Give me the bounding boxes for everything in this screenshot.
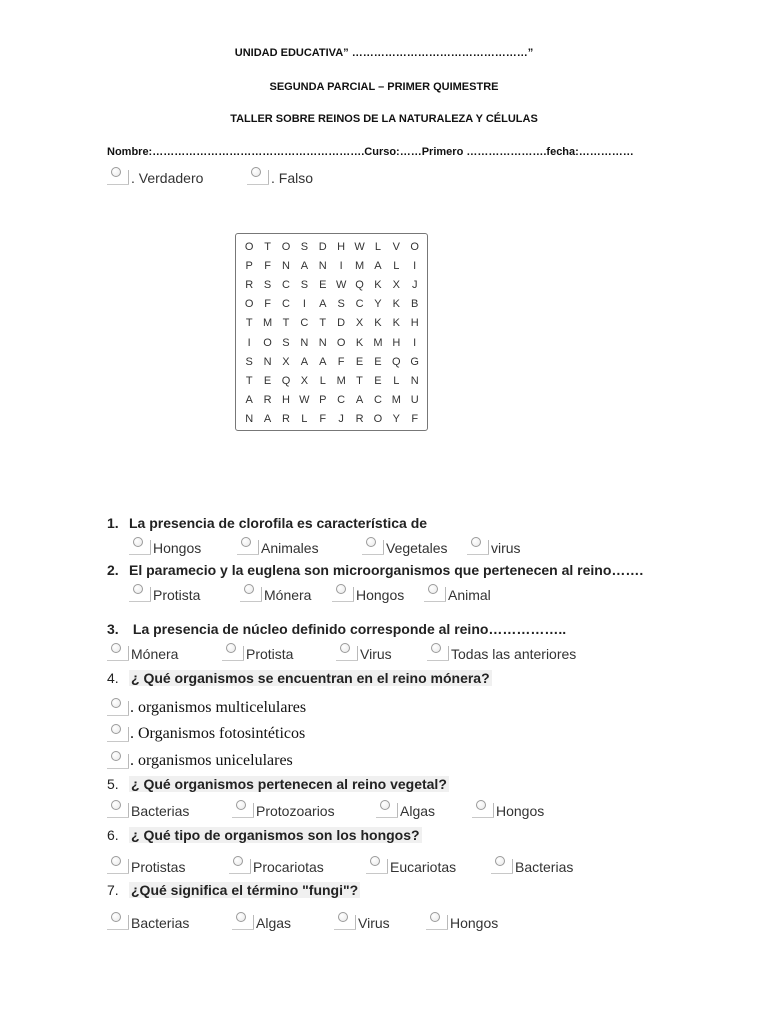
word-search-letter: I — [339, 259, 343, 272]
option-verdadero[interactable] — [107, 165, 203, 185]
word-search-letter: D — [337, 317, 346, 330]
word-search-row — [240, 295, 424, 314]
word-search-letter: C — [282, 278, 290, 291]
word-search-letter: S — [300, 240, 309, 253]
option-label: Bacterias — [131, 915, 190, 931]
word-search-letter: S — [245, 355, 253, 368]
word-search-letter: U — [410, 394, 419, 407]
word-search-letter: A — [355, 394, 364, 407]
question-7 — [107, 882, 360, 898]
word-search-letter: T — [245, 374, 253, 387]
word-search-letter: N — [245, 413, 254, 426]
radio-button[interactable] — [129, 582, 151, 602]
option-label: Animales — [261, 540, 319, 556]
word-search-row — [240, 275, 424, 294]
word-search-grid — [235, 233, 428, 431]
word-search-letter: I — [247, 336, 251, 349]
option-label: Protozoarios — [256, 803, 335, 819]
word-search-letter: I — [413, 259, 417, 272]
word-search-letter: C — [337, 394, 346, 407]
radio-button[interactable] — [107, 722, 129, 742]
word-search-row — [240, 371, 424, 390]
word-search-letter: O — [263, 336, 272, 349]
word-search-letter: O — [410, 240, 419, 253]
option-label: Protista — [246, 646, 294, 662]
word-search-letter: R — [355, 413, 364, 426]
word-search-letter: Q — [355, 278, 364, 291]
q6-option-2[interactable] — [229, 854, 324, 874]
word-search-letter: B — [411, 298, 419, 311]
question-3 — [107, 621, 566, 637]
radio-button[interactable] — [427, 641, 449, 661]
word-search-letter: I — [302, 298, 306, 311]
word-search-letter: N — [300, 336, 309, 349]
radio-button[interactable] — [232, 910, 254, 930]
radio-button[interactable] — [336, 641, 358, 661]
word-search-letter: E — [374, 355, 382, 368]
word-search-letter: W — [335, 278, 347, 291]
question-6 — [107, 827, 422, 843]
word-search-letter: M — [373, 336, 383, 349]
question-text: ¿ Qué organismos se encuentran en el reino mónera? — [131, 670, 490, 686]
word-search-letter: Q — [392, 355, 401, 368]
word-search-letter: I — [413, 336, 417, 349]
word-search-letter: K — [392, 317, 400, 330]
q3-option-4[interactable] — [427, 641, 576, 661]
word-search-letter: Y — [392, 413, 400, 426]
option-falso[interactable] — [247, 165, 313, 185]
word-search-row — [240, 410, 424, 429]
radio-button[interactable] — [222, 641, 244, 661]
word-search-letter: H — [282, 394, 290, 407]
word-search-letter: L — [319, 374, 326, 387]
word-search-letter: T — [282, 317, 290, 330]
word-search-letter: E — [374, 374, 382, 387]
word-search-letter: E — [263, 374, 272, 387]
radio-button[interactable] — [366, 854, 388, 874]
word-search-letter: F — [411, 413, 419, 426]
word-search-letter: D — [318, 240, 327, 253]
word-search-letter: S — [337, 298, 345, 311]
word-search-letter: X — [282, 355, 290, 368]
word-search-letter: F — [319, 413, 327, 426]
radio-button[interactable] — [237, 535, 259, 555]
question-number: 4. — [107, 670, 119, 686]
word-search-letter: K — [392, 298, 400, 311]
word-search-letter: C — [355, 298, 364, 311]
option-label: Algas — [400, 803, 436, 819]
radio-button[interactable] — [107, 749, 129, 769]
option-label: Hongos — [496, 803, 545, 819]
word-search-letter: T — [245, 317, 253, 330]
word-search-row — [240, 333, 424, 352]
word-search-letter: K — [374, 317, 382, 330]
question-1 — [107, 515, 427, 531]
q3-option-2[interactable] — [222, 641, 293, 661]
option-label: Protista — [153, 587, 201, 603]
word-search-letter: R — [263, 394, 272, 407]
q5-option-1[interactable] — [107, 798, 189, 818]
option-label: Hongos — [450, 915, 499, 931]
q2-option-4[interactable] — [424, 582, 491, 602]
question-4 — [107, 670, 492, 686]
word-search-letter: S — [282, 336, 290, 349]
word-search-letter: A — [263, 413, 272, 426]
q7-option-3[interactable] — [334, 910, 390, 930]
radio-button[interactable] — [491, 854, 513, 874]
word-search-row — [240, 314, 424, 333]
q5-option-4[interactable] — [472, 798, 544, 818]
q5-option-2[interactable] — [232, 798, 335, 818]
question-text: El paramecio y la euglena son microorganismos que pertenecen al reino……. — [129, 562, 644, 578]
word-search-letter: X — [392, 278, 400, 291]
q7-option-1[interactable] — [107, 910, 189, 930]
word-search-letter: A — [319, 298, 327, 311]
q7-option-2[interactable] — [232, 910, 291, 930]
q6-option-4[interactable] — [491, 854, 573, 874]
option-label: Virus — [358, 915, 390, 931]
option-label: . organismos unicelulares — [130, 752, 293, 769]
word-search-letter: M — [263, 317, 273, 330]
question-number: 3. — [107, 621, 119, 637]
option-label: Mónera — [131, 646, 179, 662]
word-search-letter: W — [299, 394, 310, 407]
option-label: Bacterias — [515, 859, 574, 875]
q1-option-4[interactable] — [467, 535, 521, 555]
word-search-letter: M — [354, 259, 365, 272]
radio-button[interactable] — [107, 696, 129, 716]
word-search-row — [240, 237, 424, 256]
word-search-letter: C — [282, 298, 290, 311]
radio-button[interactable] — [362, 535, 384, 555]
q4-option-1[interactable] — [107, 696, 306, 716]
option-label: Algas — [256, 915, 292, 931]
word-search-table — [240, 237, 424, 429]
question-number: 6. — [107, 827, 119, 843]
word-search-letter: K — [374, 278, 382, 291]
word-search-letter: S — [300, 278, 309, 291]
q3-option-3[interactable] — [336, 641, 392, 661]
question-text: ¿ Qué organismos pertenecen al reino vegetal? — [131, 776, 447, 792]
word-search-letter: G — [410, 355, 419, 368]
word-search-letter: N — [318, 336, 327, 349]
word-search-letter: O — [373, 413, 383, 426]
option-label: Virus — [360, 646, 392, 662]
option-label: Hongos — [153, 540, 202, 556]
word-search-letter: A — [245, 394, 253, 407]
word-search-letter: K — [355, 336, 364, 349]
q2-option-3[interactable] — [332, 582, 404, 602]
option-label: Procariotas — [253, 859, 324, 875]
question-2 — [107, 562, 643, 578]
question-text: ¿Qué significa el término "fungi"? — [131, 882, 359, 898]
worksheet-title: TALLER SOBRE REINOS DE LA NATURALEZA Y CÉLULAS — [230, 113, 538, 125]
word-search-letter: N — [410, 374, 419, 387]
word-search-letter: N — [282, 259, 290, 272]
word-search-row — [240, 352, 424, 371]
question-number: 2. — [107, 562, 119, 578]
word-search-letter: A — [319, 355, 327, 368]
word-search-letter: L — [393, 374, 400, 387]
word-search-letter: V — [392, 240, 400, 253]
option-label: Todas las anteriores — [451, 646, 577, 662]
q3-option-1[interactable] — [107, 641, 178, 661]
word-search-letter: H — [337, 240, 346, 253]
radio-button[interactable] — [229, 854, 251, 874]
q1-option-1[interactable] — [129, 535, 201, 555]
word-search-letter: C — [373, 394, 382, 407]
radio-button[interactable] — [472, 798, 494, 818]
radio-button[interactable] — [107, 798, 129, 818]
radio-button[interactable] — [424, 582, 446, 602]
word-search-row — [240, 391, 424, 410]
radio-button[interactable] — [467, 535, 489, 555]
word-search-letter: O — [244, 298, 254, 311]
q2-option-2[interactable] — [240, 582, 311, 602]
radio-button[interactable] — [107, 165, 129, 185]
word-search-letter: C — [300, 317, 309, 330]
radio-button[interactable] — [107, 641, 129, 661]
word-search-letter: A — [374, 259, 382, 272]
word-search-letter: Y — [374, 298, 382, 311]
word-search-letter: L — [374, 240, 381, 253]
option-label: Animal — [448, 587, 491, 603]
word-search-letter: T — [319, 317, 327, 330]
word-search-letter: A — [300, 259, 309, 272]
radio-button[interactable] — [247, 165, 269, 185]
option-label: Hongos — [356, 587, 405, 603]
option-label: Eucariotas — [390, 859, 457, 875]
q4-option-3[interactable] — [107, 749, 293, 769]
question-number: 1. — [107, 515, 119, 531]
word-search-letter: L — [393, 259, 400, 272]
word-search-letter: H — [410, 317, 419, 330]
radio-button[interactable] — [107, 910, 129, 930]
option-label: Mónera — [264, 587, 312, 603]
word-search-letter: T — [356, 374, 363, 387]
radio-button[interactable] — [232, 798, 254, 818]
word-search-letter: E — [319, 278, 327, 291]
word-search-letter: W — [354, 240, 365, 253]
word-search-letter: R — [282, 413, 290, 426]
word-search-letter: J — [338, 413, 344, 426]
word-search-letter: R — [245, 278, 254, 291]
q4-option-2[interactable] — [107, 722, 305, 742]
word-search-letter: N — [263, 355, 272, 368]
word-search-letter: M — [336, 374, 346, 387]
word-search-letter: P — [319, 394, 327, 407]
option-label: . Verdadero — [131, 170, 204, 186]
radio-button[interactable] — [107, 854, 129, 874]
word-search-letter: X — [355, 317, 364, 330]
word-search-letter: O — [281, 240, 291, 253]
question-number: 7. — [107, 882, 119, 898]
word-search-letter: T — [264, 240, 271, 253]
word-search-letter: F — [264, 298, 271, 311]
q2-option-1[interactable] — [129, 582, 200, 602]
q7-option-4[interactable] — [426, 910, 498, 930]
word-search-letter: Q — [281, 374, 291, 387]
word-search-letter: F — [264, 259, 271, 272]
word-search-letter: S — [263, 278, 272, 291]
radio-button[interactable] — [376, 798, 398, 818]
q6-option-3[interactable] — [366, 854, 456, 874]
question-text: La presencia de núcleo definido corresponde al reino…………….. — [129, 621, 567, 637]
word-search-letter: M — [391, 394, 401, 407]
radio-button[interactable] — [426, 910, 448, 930]
word-search-letter: N — [318, 259, 327, 272]
question-number: 5. — [107, 776, 119, 792]
word-search-letter: H — [392, 336, 401, 349]
word-search-letter: O — [336, 336, 346, 349]
word-search-letter: X — [300, 374, 309, 387]
radio-button[interactable] — [240, 582, 262, 602]
option-label: . organismos multicelulares — [130, 699, 307, 716]
option-label: virus — [491, 540, 521, 556]
word-search-letter: P — [245, 259, 253, 272]
word-search-letter: L — [301, 413, 308, 426]
radio-button[interactable] — [129, 535, 151, 555]
word-search-letter: F — [337, 355, 345, 368]
question-text: ¿ Qué tipo de organismos son los hongos? — [131, 827, 420, 843]
school-name-line: UNIDAD EDUCATIVA” …………………………………………” — [234, 47, 534, 59]
option-label: Bacterias — [131, 803, 190, 819]
word-search-letter: A — [300, 355, 309, 368]
option-label: Protistas — [131, 859, 186, 875]
word-search-row — [240, 256, 424, 275]
exam-period-line: SEGUNDA PARCIAL – PRIMER QUIMESTRE — [269, 81, 499, 93]
q5-option-3[interactable] — [376, 798, 435, 818]
word-search-letter: E — [355, 355, 364, 368]
question-5 — [107, 776, 449, 792]
radio-button[interactable] — [332, 582, 354, 602]
option-label: Vegetales — [386, 540, 448, 556]
option-label: . Organismos fotosintéticos — [130, 725, 306, 742]
student-info-line: Nombre:………………………………………………….Curso:……Primero ………………….fecha:…………… — [107, 146, 634, 158]
word-search-letter: J — [411, 278, 418, 291]
q1-option-3[interactable] — [362, 535, 448, 555]
question-text: La presencia de clorofila es característica de — [129, 515, 428, 531]
word-search-letter: O — [244, 240, 254, 253]
option-label: . Falso — [271, 170, 314, 186]
q1-option-2[interactable] — [237, 535, 319, 555]
q6-option-1[interactable] — [107, 854, 185, 874]
radio-button[interactable] — [334, 910, 356, 930]
